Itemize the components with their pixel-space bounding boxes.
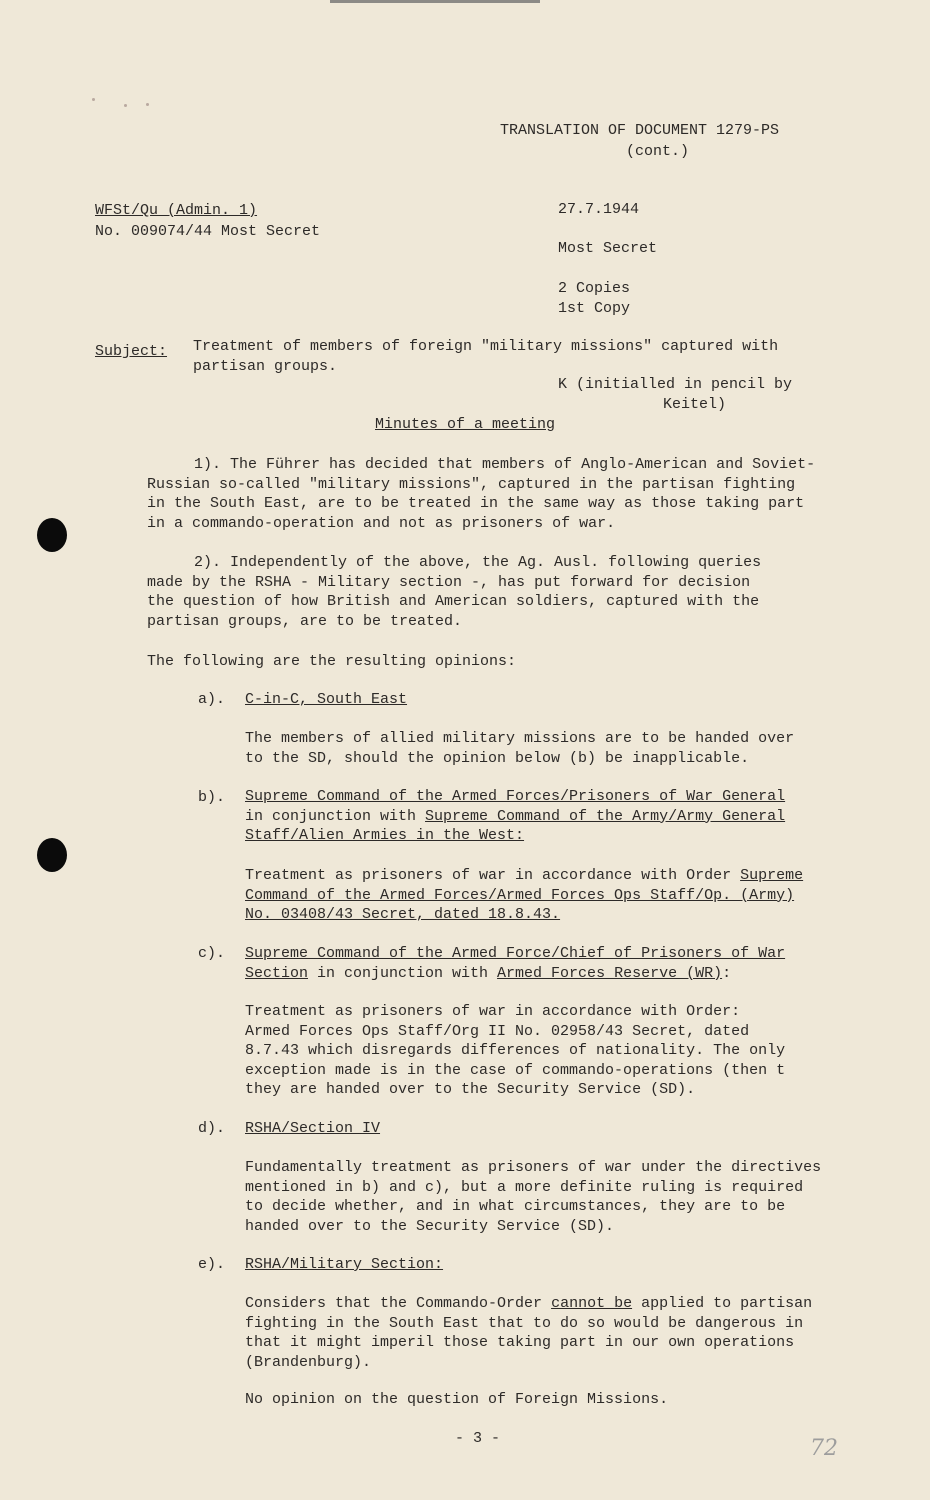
opinion-line: that it might imperil those taking part in our own operations — [245, 1334, 795, 1351]
opinion-line: Command of the Armed Forces/Armed Forces Ops Staff/Op. (Army) — [245, 886, 795, 904]
opinion-line: Treatment as prisoners of war in accordance with Order: — [245, 1003, 741, 1020]
opinion-c-marker: c). — [198, 945, 226, 962]
margin-number: 72 — [810, 1436, 838, 1461]
paragraph-line: partisan groups, are to be treated. — [147, 612, 463, 630]
opinion-b-body — [245, 866, 803, 925]
opinion-a-marker: a). — [198, 691, 226, 708]
opinion-e-heading: RSHA/Military Section: — [245, 1256, 444, 1273]
opinion-a-body — [245, 729, 794, 768]
opinion-b-heading — [245, 787, 785, 846]
office-reference: WFSt/Qu (Admin. 1) — [95, 202, 258, 219]
initial-note-cont: Keitel) — [663, 396, 727, 413]
copies-count: 2 Copies — [558, 280, 631, 297]
opinion-text: cannot be — [551, 1295, 633, 1312]
punch-hole — [37, 518, 67, 552]
subject-line: Treatment of members of foreign "military missions" captured with — [193, 338, 779, 355]
copy-number: 1st Copy — [558, 300, 631, 317]
document-date: 27.7.1944 — [558, 201, 640, 218]
opinion-heading-text: : — [722, 964, 732, 982]
paragraph-1 — [147, 455, 815, 533]
opinion-heading-text: in conjunction with — [245, 807, 426, 825]
opinion-text: Considers that the Commando-Order — [245, 1295, 552, 1312]
page-number: - 3 - — [455, 1430, 501, 1447]
classification: Most Secret — [558, 240, 658, 257]
opinion-e-marker: e). — [198, 1256, 226, 1273]
opinions-intro: The following are the resulting opinions: — [147, 653, 517, 670]
opinion-e-body — [245, 1294, 812, 1372]
paragraph-line: in a commando-operation and not as prisoners of war. — [147, 514, 616, 532]
opinion-line: 8.7.43 which disregards differences of nationality. The only — [245, 1042, 786, 1059]
subject-label: Subject: — [95, 343, 168, 360]
opinion-heading-text: Section — [245, 964, 309, 982]
subject-text — [193, 337, 778, 376]
paragraph-line: the question of how British and American soldiers, captured with the — [147, 593, 760, 610]
top-edge-mark — [330, 0, 540, 3]
opinion-text: Treatment as prisoners of war in accordance with Order — [245, 867, 741, 884]
opinion-text: Supreme — [740, 867, 804, 884]
opinion-d-heading: RSHA/Section IV — [245, 1120, 381, 1137]
opinion-heading-line: Supreme Command of the Armed Force/Chief of Prisoners of War — [245, 945, 786, 962]
paragraph-line: 1). The Führer has decided that members of Anglo-American and Soviet- — [194, 456, 816, 473]
paragraph-line: Russian so-called "military missions", captured in the partisan fighting — [147, 475, 796, 493]
opinion-d-body — [245, 1158, 821, 1236]
opinion-line: to the SD, should the opinion below (b) be inapplicable. — [245, 749, 750, 767]
opinion-b-marker: b). — [198, 789, 226, 806]
paragraph-line: in the South East, are to be treated in the same way as those taking part — [147, 495, 805, 512]
opinion-line: fighting in the South East that to do so would be dangerous in — [245, 1314, 804, 1332]
punch-hole — [37, 838, 67, 872]
document-title: TRANSLATION OF DOCUMENT 1279-PS — [500, 122, 780, 139]
opinion-line: exception made is in the case of commando-operations (then t — [245, 1061, 786, 1079]
opinion-e-closing: No opinion on the question of Foreign Missions. — [245, 1391, 669, 1408]
opinion-line: they are handed over to the Security Service (SD). — [245, 1081, 696, 1098]
opinion-a-heading: C-in-C, South East — [245, 691, 408, 708]
opinion-line: Armed Forces Ops Staff/Org II No. 02958/43 Secret, dated — [245, 1022, 750, 1040]
minutes-heading: Minutes of a meeting — [375, 416, 556, 433]
opinion-line: (Brandenburg). — [245, 1353, 372, 1371]
opinion-c-heading — [245, 944, 785, 983]
pencil-dot — [146, 103, 149, 106]
initial-note: K (initialled in pencil by — [558, 376, 793, 393]
document-number: No. 009074/44 Most Secret — [95, 223, 321, 240]
paragraph-2 — [147, 553, 761, 631]
paragraph-line: made by the RSHA - Military section -, has put forward for decision — [147, 573, 751, 591]
document-title-cont: (cont.) — [626, 143, 690, 160]
pencil-dot — [124, 104, 127, 107]
pencil-dot — [92, 98, 95, 101]
opinion-line: Fundamentally treatment as prisoners of war under the directives — [245, 1159, 822, 1176]
subject-line: partisan groups. — [193, 357, 338, 375]
opinion-line: handed over to the Security Service (SD). — [245, 1217, 615, 1235]
opinion-line: to decide whether, and in what circumstances, they are to be — [245, 1198, 786, 1215]
opinion-heading-text: Supreme Command of the Army/Army General — [425, 807, 786, 825]
opinion-text: applied to partisan — [632, 1295, 813, 1312]
opinion-heading-text: in conjunction with — [308, 964, 498, 982]
opinion-c-body — [245, 1002, 785, 1100]
opinion-heading-text: Armed Forces Reserve (WR) — [497, 964, 723, 982]
opinion-line: No. 03408/43 Secret, dated 18.8.43. — [245, 906, 561, 923]
opinion-line: mentioned in b) and c), but a more definite ruling is required — [245, 1178, 804, 1196]
opinion-heading-line: Staff/Alien Armies in the West: — [245, 827, 525, 844]
opinion-line: The members of allied military missions are to be handed over — [245, 730, 795, 747]
paragraph-line: 2). Independently of the above, the Ag. Ausl. following queries — [194, 554, 762, 571]
opinion-heading-line: Supreme Command of the Armed Forces/Prisoners of War General — [245, 788, 786, 805]
opinion-d-marker: d). — [198, 1120, 226, 1137]
